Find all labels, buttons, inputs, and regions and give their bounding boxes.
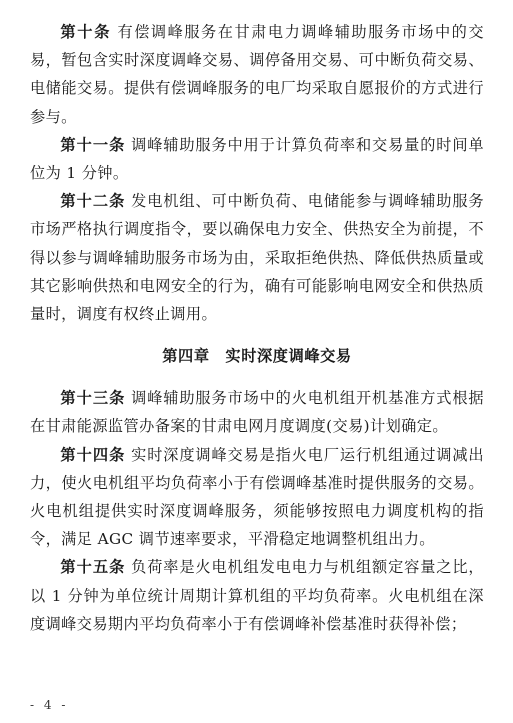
article-text: 实时深度调峰交易是指火电厂运行机组通过调减出力，使火电机组平均负荷率小于有偿调峰基准时提供服务的交易。火电机组提供实时深度调峰服务，须能够按照电力调度机构的指令，满足 AGC 调节速率要求，平滑稳定地调整机组出力。	[30, 445, 484, 549]
article-14	[30, 441, 484, 554]
article-text: 发电机组、可中断负荷、电储能参与调峰辅助服务市场严格执行调度指令，要以确保电力安全、供热安全为前提，不得以参与调峰辅助服务市场为由，采取拒绝供热、降低供热质量或其它影响供热和电网安全的行为，确有可能影响电网安全和供热质量时，调度有权终止调用。	[30, 192, 484, 324]
article-number: 第十三条	[60, 389, 126, 408]
chapter-title: 第四章 实时深度调峰交易	[162, 347, 352, 366]
article-text: 调峰辅助服务市场中的火电机组开机基准方式根据在甘肃能源监管办备案的甘肃电网月度调度(交易)计划确定。	[30, 389, 484, 436]
article-12	[30, 187, 484, 328]
article-number: 第十一条	[60, 135, 126, 154]
article-number: 第十二条	[60, 192, 126, 211]
article-number: 第十四条	[60, 445, 126, 464]
article-10	[30, 18, 484, 131]
article-15	[30, 553, 484, 638]
article-text: 调峰辅助服务中用于计算负荷率和交易量的时间单位为 1 分钟。	[30, 135, 484, 183]
article-13	[30, 384, 484, 440]
article-text: 有偿调峰服务在甘肃电力调峰辅助服务市场中的交易，暂包含实时深度调峰交易、调停备用交易、可中断负荷交易、电储能交易。提供有偿调峰服务的电厂均采取自愿报价的方式进行参与。	[30, 23, 484, 126]
page-number: - 4 -	[30, 698, 69, 712]
document-body	[30, 18, 484, 638]
article-text: 负荷率是火电机组发电电力与机组额定容量之比，以 1 分钟为单位统计周期计算机组的平均负荷率。火电机组在深度调峰交易期内平均负荷率小于有偿调峰补偿基准时获得补偿；	[30, 558, 484, 633]
article-number: 第十条	[60, 23, 112, 41]
article-number: 第十五条	[60, 558, 126, 577]
article-11	[30, 131, 484, 187]
